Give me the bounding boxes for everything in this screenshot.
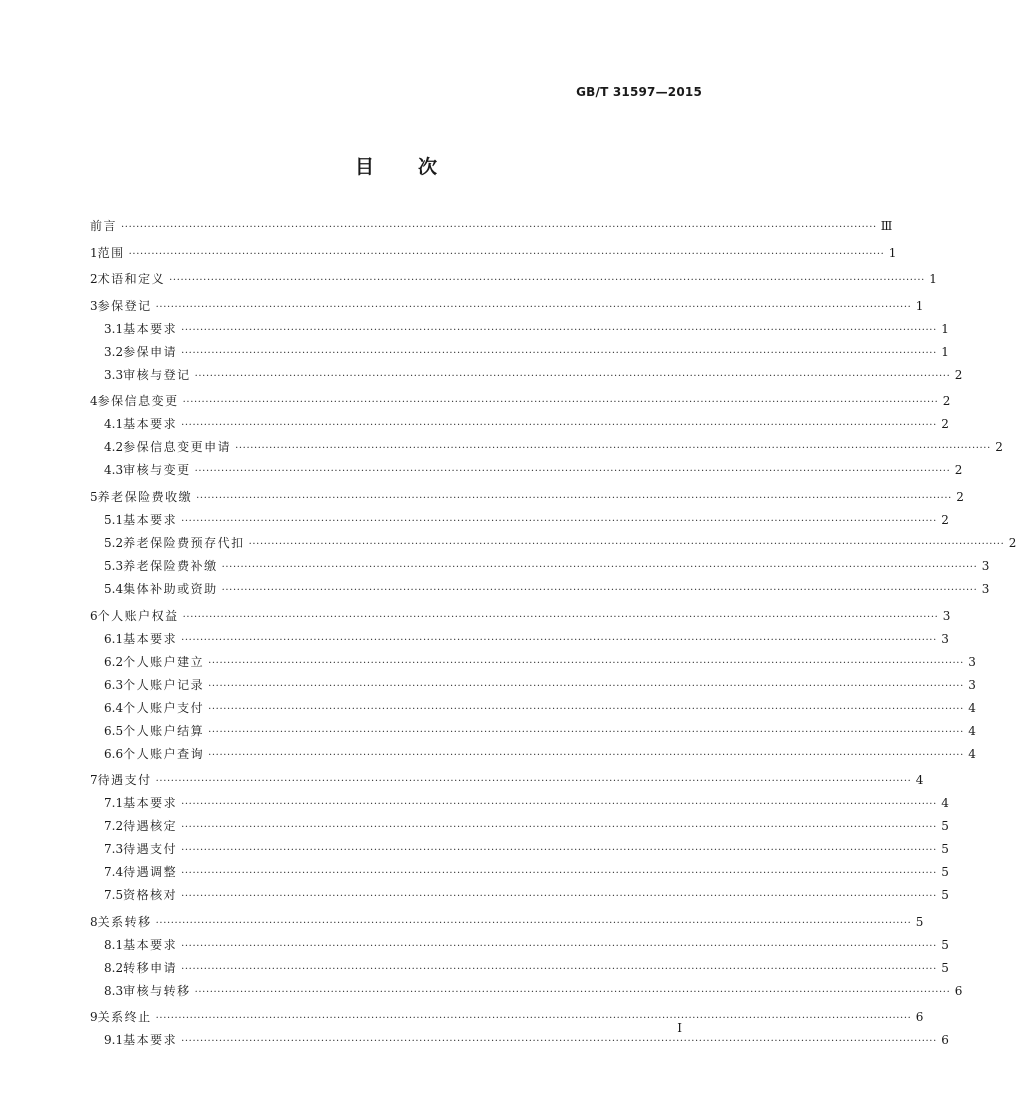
toc-entry-number: 3.1	[104, 321, 124, 336]
toc-entry-label: 术语和定义	[97, 272, 166, 287]
toc-dot-leader: ········································································································································································································	[155, 301, 912, 313]
toc-entry-label: 个人账户结算	[123, 723, 205, 738]
toc-dot-leader: ········································································································································································································	[128, 248, 885, 260]
toc-entry-number: 5	[90, 489, 98, 504]
toc-dot-leader: ········································································································································································································	[182, 611, 939, 623]
toc-entry-number: 6.1	[104, 631, 124, 646]
toc-entry-number: 7	[90, 773, 98, 788]
toc-entry-number: 9.1	[104, 1033, 124, 1048]
toc-entry-page: Ⅲ	[880, 219, 893, 233]
toc-entry-page: 2	[941, 417, 949, 432]
toc-entry-page: 5	[915, 914, 924, 929]
toc-entry-label: 待遇核定	[123, 819, 178, 834]
toc-entry[interactable]	[90, 1033, 949, 1049]
toc-entry-number: 6.5	[104, 723, 124, 738]
toc-entry-number: 4.1	[104, 417, 124, 432]
toc-entry[interactable]	[90, 321, 949, 338]
toc-dot-leader: ········································································································································································································	[208, 749, 964, 761]
toc-entry-label: 前言	[90, 219, 118, 233]
toc-entry[interactable]	[90, 796, 949, 812]
toc-entry-number: 6	[90, 608, 98, 623]
toc-entry-page: 4	[941, 796, 949, 811]
toc-entry-label: 个人账户权益	[97, 608, 179, 623]
toc-entry-page: 3	[942, 608, 951, 623]
toc-entry[interactable]	[90, 631, 949, 648]
toc-entry-page: 4	[968, 723, 976, 738]
toc-entry-page: 6	[941, 1033, 949, 1048]
toc-entry-page: 6	[954, 983, 963, 998]
toc-dot-leader: ········································································································································································································	[194, 370, 951, 382]
toc-dot-leader: ········································································································································································································	[221, 584, 978, 596]
toc-entry-number: 5.3	[104, 558, 124, 573]
toc-entry-label: 基本要求	[123, 796, 178, 811]
toc-entry-label: 审核与变更	[123, 463, 191, 478]
toc-dot-leader: ········································································································································································································	[194, 466, 951, 478]
toc-dot-leader: ········································································································································································································	[181, 868, 937, 880]
toc-dot-leader: ········································································································································································································	[169, 275, 925, 287]
toc-entry-number: 3	[90, 298, 98, 313]
toc-entry-label: 基本要求	[123, 321, 178, 336]
toc-dot-leader: ········································································································································································································	[181, 822, 937, 834]
toc-entry[interactable]	[90, 960, 949, 977]
toc-entry-label: 基本要求	[123, 512, 178, 527]
page-title-char-1: 目	[354, 156, 374, 178]
toc-entry-number: 4.2	[104, 440, 124, 455]
toc-entry[interactable]	[90, 914, 924, 931]
toc-dot-leader: ········································································································································································································	[181, 940, 937, 952]
toc-entry[interactable]	[90, 298, 924, 315]
toc-entry[interactable]	[90, 677, 976, 694]
toc-entry-number: 8.3	[104, 983, 124, 998]
toc-dot-leader: ········································································································································································································	[181, 799, 937, 811]
toc-entry-page: 3	[981, 581, 990, 596]
toc-entry-page: 3	[941, 631, 949, 646]
toc-entry-number: 7.4	[104, 865, 124, 880]
toc-entry-label: 个人账户建立	[123, 654, 205, 669]
toc-entry-page: 4	[968, 700, 976, 715]
toc-dot-leader: ········································································································································································································	[155, 917, 912, 929]
toc-entry[interactable]	[90, 367, 963, 384]
toc-dot-leader: ········································································································································································································	[208, 657, 964, 669]
toc-entry-page: 2	[956, 489, 964, 504]
toc-entry[interactable]	[90, 558, 990, 575]
toc-entry-page: 2	[942, 394, 951, 409]
toc-entry[interactable]	[90, 394, 951, 410]
toc-entry[interactable]	[90, 819, 949, 835]
toc-entry-label: 待遇调整	[123, 865, 178, 880]
toc-entry-label: 待遇支付	[123, 842, 178, 857]
toc-entry-number: 6.6	[104, 746, 124, 761]
standard-code: GB/T 31597—2015	[576, 85, 702, 99]
toc-entry[interactable]	[90, 888, 949, 904]
toc-entry-number: 9	[90, 1010, 98, 1025]
page-number: I	[677, 1021, 682, 1035]
toc-entry-number: 7.3	[104, 842, 124, 857]
toc-dot-leader: ········································································································································································································	[181, 324, 937, 336]
toc-entry-label: 转移申请	[123, 960, 178, 975]
toc-entry-number: 2	[90, 272, 98, 287]
toc-entry[interactable]	[90, 440, 1003, 456]
toc-entry-number: 6.3	[104, 677, 124, 692]
toc-entry-number: 8	[90, 914, 98, 929]
toc-entry-label: 基本要求	[123, 1033, 178, 1048]
toc-entry-label: 参保信息变更申请	[123, 440, 232, 455]
toc-entry-label: 参保申请	[123, 344, 178, 359]
toc-entry[interactable]	[90, 272, 937, 288]
toc-entry-page: 4	[968, 746, 976, 761]
toc-entry-number: 3.2	[104, 344, 124, 359]
page-title	[0, 152, 792, 179]
toc-entry-label: 养老保险费预存代扣	[123, 535, 245, 550]
toc-dot-leader: ········································································································································································································	[181, 963, 937, 975]
toc-entry-label: 关系终止	[97, 1010, 152, 1025]
toc-dot-leader: ········································································································································································································	[248, 538, 1005, 550]
toc-entry[interactable]	[90, 723, 976, 740]
toc-dot-leader: ········································································································································································································	[208, 726, 964, 738]
toc-dot-leader: ········································································································································································································	[182, 397, 939, 409]
toc-entry-page: 4	[915, 773, 924, 788]
page-title-char-2: 次	[418, 156, 438, 178]
toc-entry-number: 5.2	[104, 535, 124, 550]
toc-entry-number: 1	[90, 245, 98, 260]
toc-entry[interactable]	[90, 608, 951, 625]
toc-entry-page: 1	[941, 321, 949, 336]
toc-entry-page: 5	[941, 888, 949, 903]
toc-dot-leader: ········································································································································································································	[155, 1013, 912, 1025]
toc-entry[interactable]	[90, 773, 924, 789]
toc-entry-label: 审核与登记	[123, 367, 191, 382]
toc-entry[interactable]	[90, 489, 964, 506]
toc-entry-page: 3	[968, 677, 976, 692]
toc-entry[interactable]	[90, 344, 949, 361]
toc-entry-label: 关系转移	[97, 914, 152, 929]
toc-dot-leader: ········································································································································································································	[181, 515, 937, 527]
toc-entry[interactable]	[90, 1010, 924, 1026]
toc-entry-label: 基本要求	[123, 417, 178, 432]
toc-entry-page: 5	[941, 819, 949, 834]
toc-entry-number: 5.4	[104, 581, 124, 596]
toc-entry-number: 7.5	[104, 888, 124, 903]
toc-entry-label: 范围	[97, 245, 125, 260]
toc-entry-number: 7.1	[104, 796, 124, 811]
toc-entry[interactable]	[90, 219, 893, 235]
toc-dot-leader: ········································································································································································································	[196, 492, 952, 504]
toc-entry-number: 6.4	[104, 700, 124, 715]
toc-entry[interactable]	[90, 535, 1016, 552]
toc-entry[interactable]	[90, 417, 949, 433]
toc-entry-label: 个人账户记录	[123, 677, 205, 692]
toc-entry[interactable]	[90, 463, 963, 479]
toc-dot-leader: ········································································································································································································	[181, 420, 937, 432]
toc-entry[interactable]	[90, 746, 976, 763]
toc-dot-leader: ········································································································································································································	[121, 222, 877, 233]
toc-entry-page: 2	[1008, 535, 1016, 550]
toc-entry-label: 资格核对	[123, 888, 178, 903]
toc-entry-page: 5	[941, 937, 949, 952]
toc-entry-page: 1	[888, 245, 897, 260]
toc-entry-page: 2	[954, 463, 963, 478]
toc-entry-page: 2	[954, 367, 963, 382]
toc-entry-page: 1	[929, 272, 937, 287]
toc-dot-leader: ········································································································································································································	[181, 347, 937, 359]
toc-entry[interactable]	[90, 700, 976, 717]
toc-dot-leader: ········································································································································································································	[208, 703, 964, 715]
toc-dot-leader: ········································································································································································································	[208, 680, 964, 692]
toc-entry[interactable]	[90, 512, 949, 529]
toc-entry-page: 2	[941, 512, 949, 527]
toc-entry[interactable]	[90, 865, 949, 881]
toc-entry[interactable]	[90, 842, 949, 858]
toc-dot-leader: ········································································································································································································	[181, 891, 937, 903]
toc-dot-leader: ········································································································································································································	[235, 443, 991, 455]
toc-entry-label: 参保信息变更	[97, 394, 179, 409]
toc-entry-label: 待遇支付	[97, 773, 152, 788]
toc-entry-number: 8.1	[104, 937, 124, 952]
toc-entry-page: 5	[941, 865, 949, 880]
toc-entry-page: 3	[981, 558, 990, 573]
toc-entry-number: 8.2	[104, 960, 124, 975]
toc-entry-label: 养老保险费收缴	[97, 489, 193, 504]
toc-entry-page: 3	[968, 654, 976, 669]
toc-dot-leader: ········································································································································································································	[181, 634, 937, 646]
toc-dot-leader: ········································································································································································································	[221, 561, 978, 573]
table-of-contents	[90, 219, 1016, 1049]
toc-entry-number: 3.3	[104, 367, 124, 382]
toc-entry-label: 审核与转移	[123, 983, 191, 998]
toc-entry-page: 5	[941, 842, 949, 857]
toc-entry-page: 2	[995, 440, 1003, 455]
toc-entry-number: 7.2	[104, 819, 124, 834]
toc-entry-label: 基本要求	[123, 631, 178, 646]
toc-entry-label: 基本要求	[123, 937, 178, 952]
toc-entry[interactable]	[90, 245, 897, 262]
toc-dot-leader: ········································································································································································································	[155, 776, 912, 788]
toc-dot-leader: ········································································································································································································	[194, 986, 951, 998]
toc-entry-number: 5.1	[104, 512, 124, 527]
toc-entry-page: 6	[915, 1010, 924, 1025]
toc-entry[interactable]	[90, 581, 990, 598]
toc-entry-number: 4	[90, 394, 98, 409]
toc-entry-number: 6.2	[104, 654, 124, 669]
toc-dot-leader: ········································································································································································································	[181, 845, 937, 857]
toc-entry-label: 参保登记	[97, 298, 152, 313]
toc-entry[interactable]	[90, 983, 963, 1000]
toc-entry[interactable]	[90, 937, 949, 954]
toc-entry-page: 1	[915, 298, 924, 313]
toc-entry-label: 个人账户查询	[123, 746, 205, 761]
toc-entry-page: 5	[941, 960, 949, 975]
toc-entry-page: 1	[941, 344, 949, 359]
toc-entry[interactable]	[90, 654, 976, 671]
toc-entry-label: 个人账户支付	[123, 700, 205, 715]
toc-entry-number: 4.3	[104, 463, 124, 478]
toc-dot-leader: ········································································································································································································	[181, 1036, 937, 1048]
toc-entry-label: 养老保险费补缴	[123, 558, 218, 573]
toc-entry-label: 集体补助或资助	[123, 581, 218, 596]
